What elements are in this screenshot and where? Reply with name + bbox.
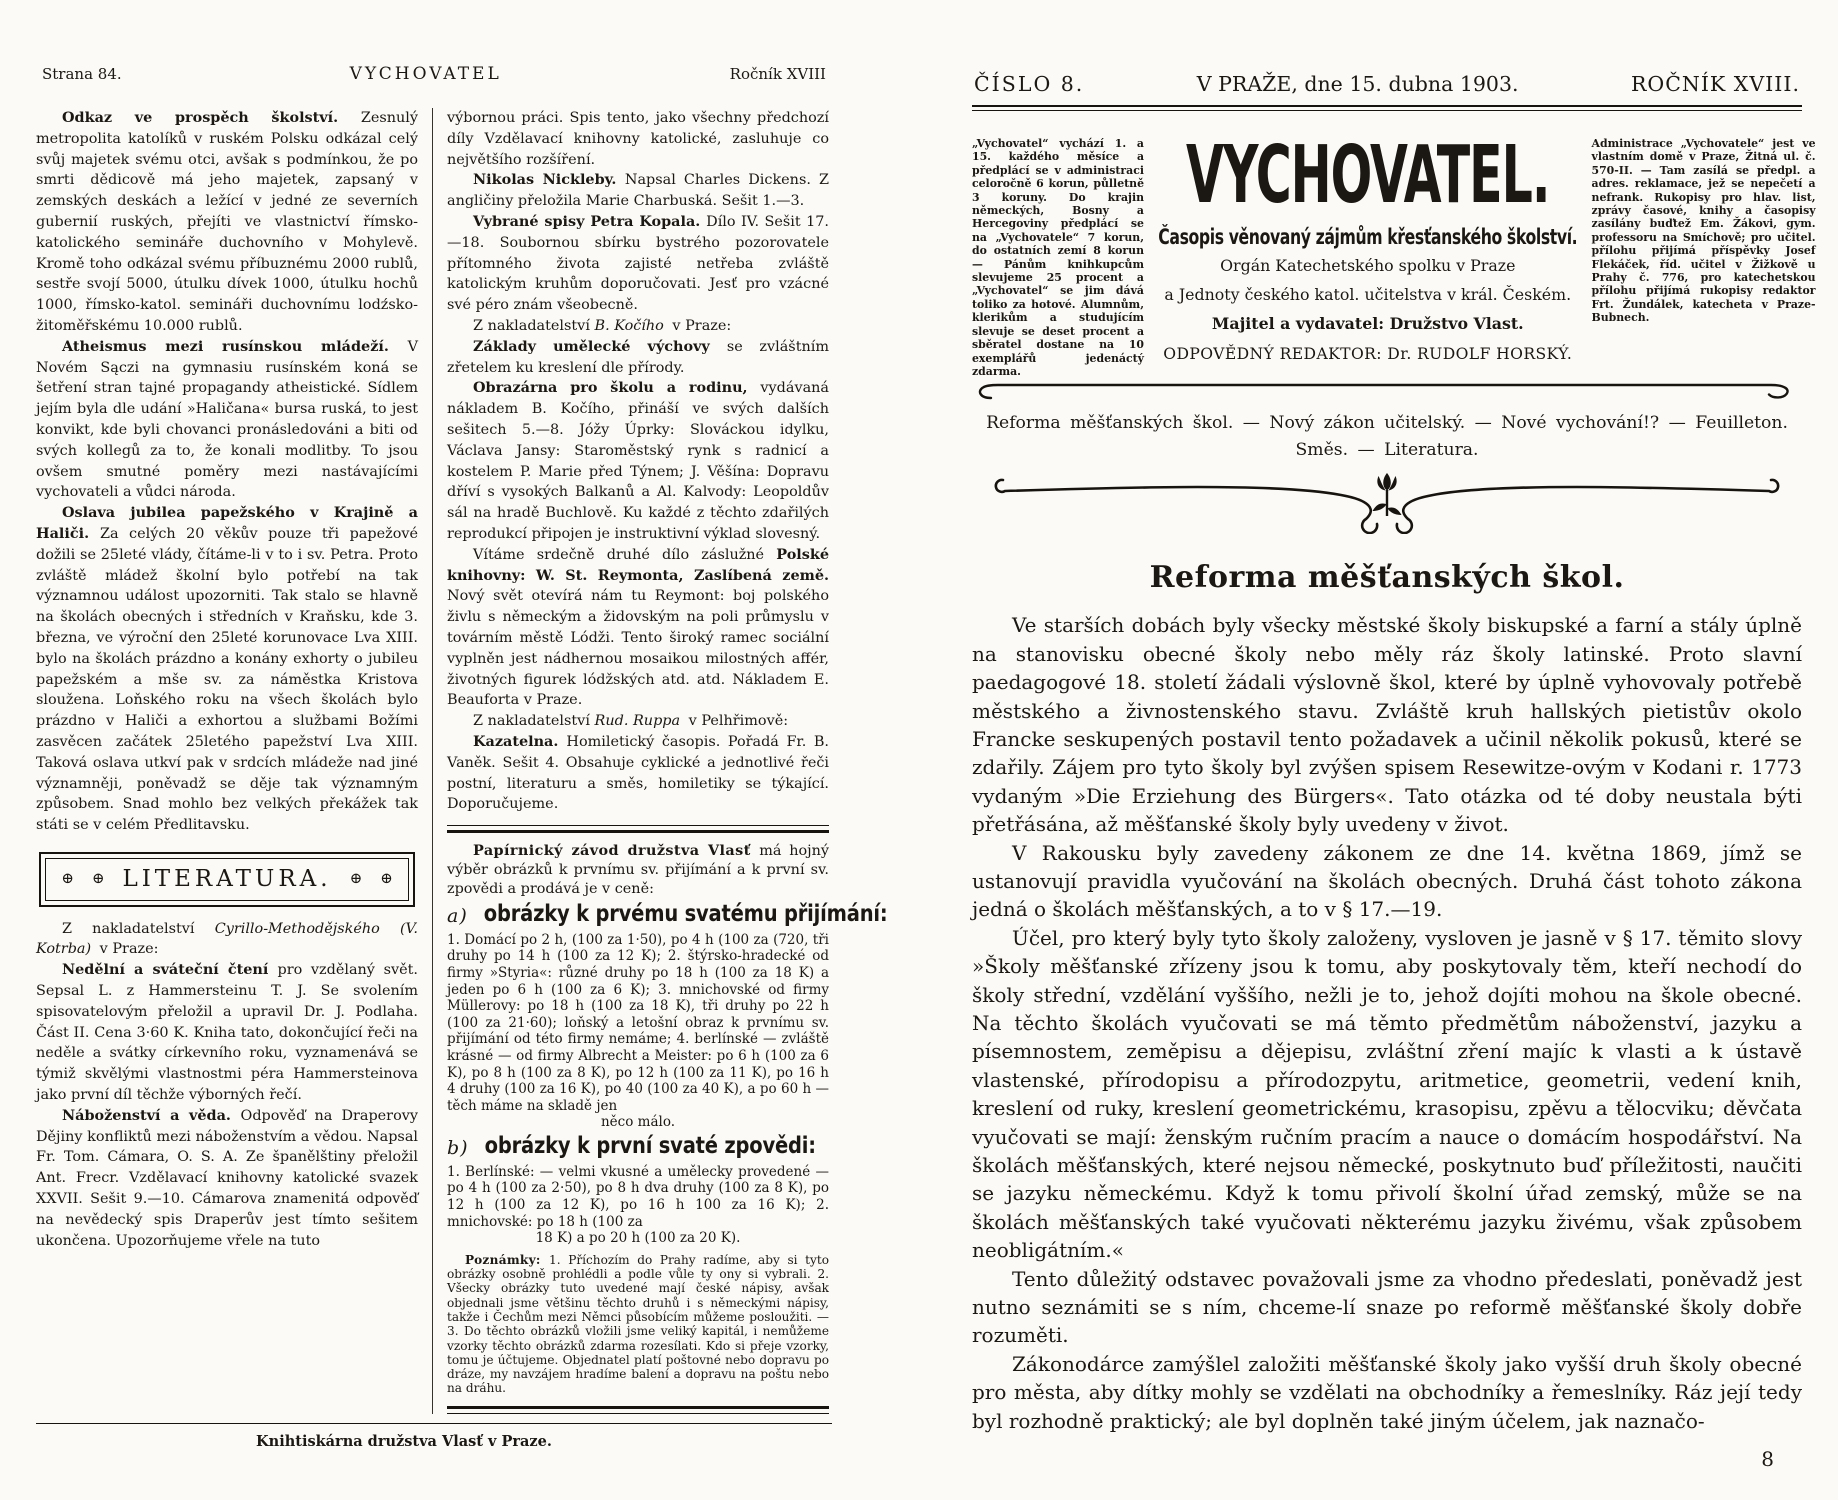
- left-page: [36, 64, 888, 1450]
- journal-name: VYCHOVATEL: [349, 64, 502, 84]
- paragraph: Náboženství a věda. Odpověď na Draperovy Dějiny konfliktů mezi náboženstvím a vědou. Napsal Fr. Tom. Cámara, O. S. A. Ze španělštiny přeložil Ant. Frecr. Vzdělavací knihovny katolické svazek XXVII. Sešit 9.—10. Cámarova znamenitá odpověď na nevědecký spis Draperův jest tímto sešitem ukončena. Upozorňujeme vřele na tuto: [36, 1106, 418, 1249]
- paragraph: Zákonodárce zamýšlel založiti měšťanské školy jako vyšší druh školy obecné pro města, aby dítky mohly se vzdělati na obchodníky a řemeslníky. Ráz její tedy byl rozhodně praktický; ale byl doplněn také jiným účelem, jak naznačo-: [972, 1351, 1802, 1433]
- journal-title: VYCHOVATEL.: [1186, 129, 1550, 222]
- paragraph: Nedělní a sváteční čtení pro vzdělaný svět. Sepsal L. z Hammersteinu T. J. Se svolením spisovatelovým přeložil a upravil Dr. J. Podlaha. Část II. Cena 3·60 K. Kniha tato, dokončující řeči na neděle a svátky církevního roku, vyznamenává se týmiž skvělými vlastnostmi péra Hammersteinova jako první díl těchže výborných řečí.: [36, 961, 418, 1104]
- cross-ornament-icon: ⊕: [61, 868, 74, 887]
- paragraph: a) obrázky k prvému svatému přijímání:: [447, 899, 888, 928]
- place-date: V PRAŽE, dne 15. dubna 1903.: [1196, 72, 1519, 96]
- paragraph: Odkaz ve prospěch školství. Zesnulý metropolita katolíků v ruském Polsku odkázal celý svůj majetek svému otci, avšak s podmínkou, že po smrti dědicově má jeho majetek, zapsaný v zemských deskách a ležící v jedné ze severních gubernií ruských, přejíti ve vlastnictví římsko-katolického semináře duchovního v Mohylevě. Kromě toho odkázal svému příbuznému 2000 rublů, sestře svojí 5000, útulku dívek 1000, útulku hochů 1000, římsko-katol. semináři duchovnímu lodźsko-žitoměřskému 10.000 rublů.: [36, 109, 418, 334]
- article-body: [972, 611, 1802, 1435]
- subscription-info: „Vychovatel“ vychází 1. a 15. každého měsíce a předplácí se v administraci celoročně 6 korun, půlletně 3 koruny. Do krajin německých, Bosny a Hercegoviny předplácí se na „Vychovatele“ 7 korun, do ostatních zemí 8 korun — Pánům knihkupcům slevujeme 25 procent a „Vychovatel“ se jim dává toliko za hotové. Alumnům, klerikům a studujícím slevuje se deset procent a sběratel dostane na 10 exemplářů jedenáctý zdarma.: [972, 137, 1144, 378]
- article-title: Reforma měšťanských škol.: [1149, 560, 1625, 596]
- publisher-line: Majitel a vydavatel: Družstvo Vlast.: [1211, 314, 1524, 333]
- right-page-header: [972, 72, 1802, 105]
- masthead-title-wrap: [1154, 129, 1582, 225]
- volume-label: Ročník XVIII: [729, 65, 826, 83]
- advert-section: [447, 841, 888, 1396]
- right-column: [433, 108, 888, 1414]
- paragraph: 1. Berlínské: — velmi vkusné a umělecky provedené — po 4 h (100 za 2·50), po 8 h dva druhy (100 za 8 K), po 12 h (100 za 12 K), po 16 h 100 za 16 K); 2. mnichovské: po 18 h (100 za: [447, 1163, 829, 1230]
- double-rule-divider: [447, 825, 829, 833]
- toc-line-1: Reforma měšťanských škol. — Nový zákon učitelský. — Nové vychování!? — Feuilleton.: [986, 413, 1788, 434]
- masthead: [972, 129, 1816, 378]
- paragraph: b) obrázky k první svaté zpovědi:: [447, 1131, 816, 1160]
- paragraph: Vybrané spisy Petra Kopala. Dílo IV. Sešit 17.—18. Soubornou sbírku bystrého pozorovatele přítomného života zajisté netřeba zvláště katolickým kruhům doporučovati. Jesť pro vzácné své péro znám všeobecně.: [447, 212, 829, 314]
- toc-line-2: Směs. — Literatura.: [1295, 440, 1479, 461]
- paragraph: Poznámky: 1. Příchozím do Prahy radíme, aby si tyto obrázky osobně prohlédli a podle vůle ty ony si vybrali. 2. Všecky obrázky tuto uvedené mají české nápisy, avšak objednali jsme většinu těchto druhů i s německými nápisy, takže i Čechům mezi Němci působícím můžeme posloužiti. — 3. Do těchto obrázků vložili jsme veliký kapitál, i nemůžeme vzorky těchto obrázků zdarma rozesílati. Kdo si přeje vzorky, tomu je účtujeme. Objednatel platí poštovné nebo dopravu po dráze, my navzájem hradíme balení a dopravu na poštu nebo na dráhu.: [447, 1252, 829, 1396]
- paragraph: Oslava jubilea papežského v Krajině a Haliči. Za celých 20 věkův pouze tři papežové dožili se 25leté vlády, čítáme-li v to i sv. Petra. Proto zvláště mládež školní bylo potřebí na tak významnou událost upozorniti. Tak stalo se hlavně na školách obecných i středních v Kraňsku, kde 3. března, ve výroční den 25leté korunovace Lva XIII. bylo na školách prázdno a konány exhorty o jubileu papežském a mše sv. za náměstka Kristova sloužena. Loňského roku na všech školách bylo prázdno v Haliči a exhortou a službami Božími zasvěcen začátek 25letého papežství Lva XIII. Taková oslava utkví pak v srdcích mládeže nad jiné významněji, poněvadž se děje tak významným způsobem. Snad mohlo bez velkých překážek tak státi se v celém Předlitavsku.: [36, 504, 418, 834]
- cross-ornament-icon: ⊕: [380, 868, 393, 887]
- paragraph: Z nakladatelství Rud. Ruppa v Pelhřimově:: [473, 713, 789, 730]
- paragraph: Z nakladatelství B. Kočího v Praze:: [473, 317, 732, 334]
- organ-line-1: Orgán Katechetského spolku v Praze: [1220, 256, 1516, 275]
- book-reviews: [36, 919, 418, 1252]
- paragraph: Tento důležitý odstavec považovali jsme za vhodno předeslati, poněvadž jest nutno seznámiti se s ním, chceme-lí snaze po reformě měšťanské školy dobře rozuměti.: [972, 1266, 1802, 1348]
- left-page-header: [36, 64, 832, 84]
- paragraph: Nikolas Nickleby. Napsal Charles Dickens. Z angličiny přeložila Marie Charbuská. Sešit 1.—3.: [447, 171, 829, 210]
- imprint-line: Knihtiskárna družstva Vlasť v Praze.: [36, 1423, 832, 1450]
- cross-ornament-icon: ⊕: [349, 868, 363, 887]
- two-column-layout: [36, 108, 888, 1414]
- literatura-section-box: [39, 852, 415, 907]
- bracket-rule-ornament: [973, 382, 1801, 402]
- double-rule-divider: [447, 1406, 829, 1414]
- news-items: [36, 108, 418, 836]
- table-of-contents: [972, 410, 1802, 464]
- paragraph: Obrazárna pro školu a rodinu, vydávaná nákladem B. Kočího, přináší ve svých dalších sešitech 5.—8. Jóžy Úprky: Slováckou idylku, Václava Jansy: Staroměstský rynk s radnicí a kostelem P. Marie před Týnem; J. Věšína: Dopravu dříví s vysokých Balkanů a Al. Kalvody: Leopoldův sál na hradě Buchlově. Ku každé z těchto zdařilých reprodukcí připojen je instruktivní výklad slovesný.: [447, 379, 829, 542]
- paragraph: Kazatelna. Homiletický časopis. Pořadá Fr. B. Vaněk. Sešit 4. Obsahuje cyklické a jednotlivé řeči postní, literaturu a směs, homiletiky se týkající. Doporučujeme.: [447, 732, 830, 813]
- paragraph: Vítáme srdečně druhé dílo záslužné Polské knihovny: W. St. Reymonta, Zaslíbená země. Nový svět otevírá nám tu Reymont: boj polského živlu s německým a židovským na poli průmyslu v továrním městě Lódži. Tento široký ramec sociální vyplněn jest nádhernou mosaikou milostných affér, životných figurek lódžských atd. atd. Nákladem E. Beauforta v Praze.: [447, 545, 829, 709]
- literatura-inner-frame: [45, 858, 409, 901]
- volume-label: ROČNÍK XVIII.: [1630, 72, 1800, 96]
- book-reviews-continued: [447, 108, 829, 815]
- paragraph: 1. Domácí po 2 h, (100 za 1·50), po 4 h (100 za (720, tři druhy po 14 h (100 za 12 K); 2. štýrsko-hradecké od firmy »Styria«: různé druhy po 18 h (100 za 18 K) a jeden po 6 h (100 za 6 K); 3. mnichovské od firmy Müllerovy: po 18 h (100 za 18 K), tři druhy po 22 h (100 za 21·60); loňský a letošní obraz k prvnímu sv. přijímání od této firmy nemáme; 4. berlínské — zvláště krásné — od firmy Albrecht a Meister: po 6 h (100 za 6 K), po 8 h (100 za 8 K), po 12 h (100 za 11 K), po 16 h 4 druhy (100 za 16 K), po 40 (100 za 40 K), a po 60 h — těch máme na skladě jen: [447, 931, 829, 1114]
- tulip-icon: [1373, 473, 1402, 516]
- paragraph: Účel, pro který byly tyto školy založeny, vysloven je jasně v § 17. těmito slovy »Školy měšťanské zřízeny jsou k tomu, aby poskytovaly těm, kteří nechodí do školy střední, vzdělání vyššího, nežli je to, jehož dojíti mohou na škole obecné. Na těchto školách vyučovati se má těmto předmětům náboženství, jazyku a písemnostem, zeměpisu a dějepisu, zvláštní zření majíc k vlasti a k ústavě vlastenské, přírodopisu a přírodozpytu, aritmetice, geometrii, vedení knih, kreslení od ruky, kreslení geometrickému, krasopisu, zpěvu a tělocviku; děvčata vyučovati se mají: ženským ručním pracím a nauce o domácím hospodářství. Na školách měšťanských, které nejsou německé, poskytnuto buď příležitosti, naučiti se jazyku německému. Když k tomu přivolí školní úřad zemský, může se na školách měšťanských také vyučovati některému jazyku živému, však způsobem neobligátním.«: [972, 925, 1802, 1263]
- paragraph: výbornou práci. Spis tento, jako všechny předchozí díly Vzdělavací knihovny katolické, zasluhuje co největšího rozšíření.: [447, 110, 829, 168]
- paragraph: Základy umělecké výchovy se zvláštním zřetelem ku kreslení dle přírody.: [447, 337, 829, 376]
- journal-subtitle: Časopis věnovaný zájmům křesťanského školství.: [1158, 223, 1578, 250]
- paragraph: Atheismus mezi rusínskou mládeží. V Novém Sączi na gymnasiu rusínském koná se šetření stran tajné propagandy atheistické. Sídlem jejím byla dle udání »Haličana« bursa ruská, to jest konvikt, kde byli chovanci pronásledováni a biti od svých kollegů za to, že konali modlitby. To jsou ovšem smutné poměry mezi nastávajícími vychovateli a vůdci národa.: [36, 337, 418, 501]
- issue-label: ČÍSLO 8.: [974, 72, 1085, 96]
- page-label: Strana 84.: [42, 65, 122, 83]
- paragraph: něco málo.: [600, 1114, 675, 1131]
- masthead-center: [1154, 129, 1582, 378]
- right-page: [972, 72, 1816, 1472]
- administration-info: Administrace „Vychovatele“ jest ve vlastním domě v Praze, Žitná ul. č. 570-II. — Tam zasílá se předpl. a adres. reklamace, jež se nepečetí a nefrank. Rukopisy pro hlav. list, zprávy časové, knihy a časopisy zasílány buďtež Em. Žákovi, gym. professoru na Smíchově; pro učitel. přílohu přijímá příspěvky Josef Flekáček, říd. učitel v Žižkově u Prahy č. 776, pro katechetskou přílohu přijímá rukopisy redaktor Frt. Žundálek, katecheta v Praze-Bubnech.: [1591, 137, 1816, 325]
- paragraph: Papírnický závod družstva Vlasť má hojný výběr obrázků k prvnímu sv. přijímání a k první sv. zpovědi a prodává je v ceně:: [447, 842, 829, 898]
- left-column: [36, 108, 433, 1414]
- literatura-outer-frame: [39, 852, 415, 907]
- organ-line-2: a Jednoty českého katol. učitelstva v král. Českém.: [1164, 285, 1572, 304]
- paragraph: Ve starších dobách byly všecky městské školy biskupské a farní a stály úplně na stanovisku obecné školy nebo měly ráz školy latinské. Proto slavní paedagogové 18. století žádali výslovně škol, které by úplně vyhovovaly potřebě městského a živnostenského stavu. Zvláště kruh hallských pietistův okolo Francke seskupených postavil tento požadavek a učinil několik pokusů, které se zdařily. Zájem pro tyto školy byl zvýšen spisem Resewitze-ovým v Kodani r. 1773 vydaným »Die Erziehung des Bürgers«. Tato otázka od té doby neustala býti přetřásána, až měšťanské školy byly uvedeny v život.: [972, 613, 1802, 837]
- paragraph: 18 K) a po 20 h (100 za 20 K).: [535, 1230, 741, 1247]
- editor-line: ODPOVĚDNÝ REDAKTOR: Dr. RUDOLF HORSKÝ.: [1163, 345, 1573, 363]
- page-number: 8: [1761, 1447, 1774, 1472]
- cross-ornament-icon: ⊕: [91, 868, 105, 887]
- paragraph: Z nakladatelství Cyrillo-Methodějského (V. Kotrba) v Praze:: [36, 920, 419, 958]
- paragraph: V Rakousku byly zavedeny zákonem ze dne 14. května 1869, jímž se ustanovují pravidla vyučování na školách obecných. Druhá část tohoto zákona jedná o školách měšťanských, a to v § 17.—19.: [972, 840, 1802, 922]
- literatura-heading: LITERATURA.: [122, 865, 332, 892]
- tulip-divider-ornament: [973, 468, 1801, 534]
- header-double-rule: [972, 105, 1802, 111]
